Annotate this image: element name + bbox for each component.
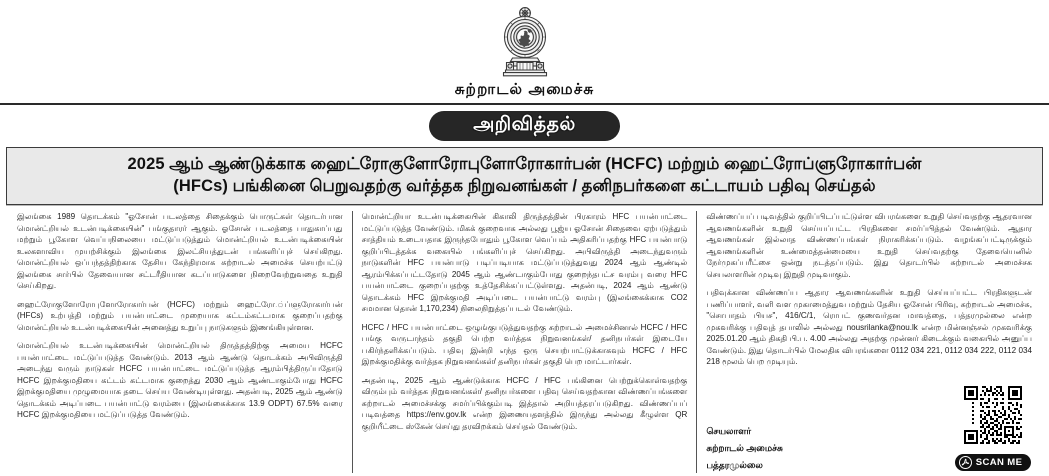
signatory-location: பத்தரமுல்லை (706, 459, 763, 470)
scan-me-badge[interactable] (955, 454, 1032, 471)
masthead (0, 0, 1049, 105)
notice-title-line-2: (HFCs) பங்கினை பெறுவதற்கு வர்த்தக நிறுவனங்கள் / தனிநபர்களை கட்டாயம் பதிவு செய்தல் (173, 177, 876, 196)
paragraph: விண்ணப்பப் படிவத்தில் குறிப்பிடப்பட்டுள்ள விபரங்களை உறுதி செய்வதற்கு ஆதரவான ஆவணங்களின் உறுதி செய்யப்பட்ட பிரதிகளை சமர்ப்பித்தல் வேண்டும். ஆதார ஆவணங்கள் இல்லாத விண்ணப்பங்கள் நிராகரிக்கப்படும். வழங்கப்பட்டிருக்கும் ஆவணங்களின் உண்மைத்தன்மையை உறுதி செய்வதற்கு தேவையெனில் நேர்முகப்பரீட்சை ஒன்று நடத்தப்படும். இது தொடர்பில் சுற்றாடல் அமைச்சக செயலாளரின் முடிவு இறுதி முடிவாகும். (706, 212, 1033, 279)
paragraph: இலங்கை 1989 தொடக்கம் "ஓசோன் படலத்தை சிதைக்கும் பொருட்கள் தொடர்பான மொன்ட்றியல் உடன்படிக்கையின்" பங்குதாரர் ஆகும். ஓசோன் படலத்தை பாதுகாப்பது மற்றும் பூகோள வெப்பநிலையை மட்டுப்படுத்தும் மொன்ட்றியல் உடன்படிக்கையின் உலகளாவிய முயற்சிக்கும் இலங்கை இலட்சியத்துடன் பங்களிப்புச் செய்கிறது. மொன்ட்றியல் ஒப்பந்தத்திற்காக தேசிய கேந்திரமாக சுற்றாடல் அமைச்சு செயற்பட்டு இலங்கை சார்பில் தேவையான சட்டரீதியான கடப்பாடுகளை நிறைவேற்றுவதை உறுதி செய்கிறது. (17, 212, 343, 291)
paragraph: மொன்ட்றியா உடன்படிக்கையின் கிகாலி திருத்தத்தின் பிரகாரம் HFC பயன்பாட்டை மட்டுப்படுத்த வேண்டும். மிகக் குறைவாக அல்லது பூஜ்ய ஓசோன் சிதைவை ஏற்படுத்தும் சாத்தியம் உடையதாக இருந்தபோதும் பூகோள வெப்பம் அதிகரிப்பதற்கு HFC பயன்பாடு குறிப்பிடத்தக்க வகையில் பங்களிப்புச் செய்கிறது. அபிவிருத்தி அடைந்துவரும் நாடுகளின் HFC பயன்பாடு படிப்படியாக மட்டுப்படுத்துவது 2024 ஆம் ஆண்டில் ஆரம்பிக்கப்பட்டதோடு 2045 ஆம் ஆண்டாகும்போது குறைந்தபட்ச வரம்பு வரை HFC பயன்பாட்டை குறைப்பதற்கு உத்தேசிக்கப்பட்டுள்ளது. அதன்படி, 2024 ஆம் ஆண்டு தொடக்கம் HFC இறக்குமதி அடிப்படை பயன்பாட்டு வரம்பு (இலங்கைக்காக CO2 சமமான தொன் 1,170,234) நிலைநிறுத்தப்படல் வேண்டும். (361, 212, 688, 314)
notice-title-box (6, 147, 1043, 206)
body-column-3 (696, 211, 1041, 473)
paragraph: அதன்படி, 2025 ஆம் ஆண்டுக்காக HCFC / HFC பங்கினை பெற்றுக்கொள்வதற்கு விரும்பும் வர்த்தக நிறுவனங்கள்/ தனிநபர்களை பதிவு செய்வதற்கான விண்ணப்பங்களை சுற்றாடல் அமைச்சக்கு சமர்ப்பிக்கும்படி இத்தால் அறியத்தரப்படுகிறது. விண்ணப்பப் படிவத்தை https://env.gov.lk என்ற இணையதளத்தில் இருந்து அல்லது கீழுள்ள QR குறியீட்டை ஸ்கேன் செய்து தரவிறக்கம் செய்தல் வேண்டும். (361, 375, 688, 431)
paragraph: ஹைட்ரோகுளோரோபுளோரோகார்பன் (HCFC) மற்றும் ஹைட்ரோ.்ப்ளுரோகார்பன் (HFCs) உற்பத்தி மற்றும் பயன்பாட்டை முறையாக கட்டம்கட்டமாக குறைப்பதற்கு மொன்ட்றியல் உடன்படிக்கையின் அனைத்து உறுப்பு நாடுகளும் இணங்கியுள்ளன. (17, 299, 343, 332)
signatory-ministry: சுற்றாடல் அமைச்சு (706, 443, 783, 454)
signature-block (706, 423, 783, 473)
scan-me-label: SCAN ME (975, 457, 1023, 469)
signatory-title: செயலாளர் (706, 426, 752, 437)
notice-title-line-1: 2025 ஆம் ஆண்டுக்காக ஹைட்ரோகுளோரோபுளோரோகார்பன் (HCFC) மற்றும் ஹைட்ரோப்ளுரோகார்பன் (127, 154, 922, 173)
announcement-label: அறிவித்தல் (473, 114, 576, 135)
body-column-2 (352, 211, 697, 473)
qr-zone (947, 378, 1039, 471)
qr-code-icon[interactable] (956, 378, 1030, 452)
masthead-divider (0, 103, 1049, 105)
body-column-1 (8, 211, 352, 473)
ministry-name: சுற்றாடல் அமைச்சு (454, 81, 595, 98)
paragraph: பதிவுக்கான விண்ணப்ப ஆதார ஆவணங்களின் உறுதி செய்யப்பட்ட பிரதிகளுடன் பணிப்பாளர், வளி வள முகாமைத்துவ மற்றும் தேசிய ஓசோன் பிரிவு, சுற்றாடல் அமைச்சு, "சொபாதம் பியச", 416/C/1, ரொபட் குணவர்தன மாவத்தை, பத்தரமுல்லை என்ற முகவரிக்கு பதிவுத் தபாலில் அல்லது nousrilanka@nou.lk என்ற மின்னஞ்சல் முகவரிக்கு 2025.01.20 ஆம் திகதி பி.ப. 4.00 அல்லது அதற்கு முன்னர் கிடைக்கும் வகையில் அனுப்ப வேண்டும். இது தொடர்பில் மேலதிக விபரங்களை 0112 034 221, 0112 034 222, 0112 034 218 மூலம் பெற முடியும். (706, 288, 1033, 367)
paragraph: மொன்ட்றியல் உடன்படிக்கையின் மொன்ட்றியல் திருத்தத்திற்கு அமைய HCFC பயன்பாட்டை மட்டுப்படுத்த வேண்டும். 2013 ஆம் ஆண்டு தொடக்கம் அபிவிருத்தி அடைந்து வரும் நாடுகள் HCFC பயன்பாட்டை மட்டுப்படுத்த ஆரம்பித்திருப்பதோடு HCFC இறக்குமதியை கட்டம் கட்டமாக குறைத்து 2030 ஆம் ஆண்டாகும்போது HCFC இறக்குமதியை முழுமையாக தடை செய்ய வேண்டியுள்ளது. அதன்படி, 2025 ஆம் ஆண்டு தொடக்கம் அடிப்படை பயன்பாட்டு வரம்பை (இலங்கைக்காக 13.9 ODPT) 67.5% வரை HCFC இறக்குமதியை மட்டுப்படுத்த வேண்டும். (17, 341, 343, 420)
paragraph: HCFC / HFC பயன்பாட்டை ஒழுங்குபடுத்துவதற்கு சுற்றாடல் அமைச்சினால் HCFC / HFC பங்கு வருடாந்தம் தகுதி பெற்ற வர்த்தக நிறுவனங்கள்/ தனிநபர்கள் இடையே பகிர்ந்தளிக்கப்படும். பதிவு இன்றி எந்த ஒரு செயற்பாட்டுக்காகவும் HCFC / HFC இறக்குமதிக்கு வர்த்தக நிறுவனங்கள்/ தனிநபர்கள் தகுதி பெற மாட்டார்கள். (361, 322, 688, 367)
pdf-icon (959, 456, 972, 469)
announcement-banner (0, 111, 1049, 141)
announcement-pill (429, 111, 620, 141)
sri-lanka-national-emblem-icon (493, 6, 557, 80)
notice-body-columns (8, 211, 1041, 473)
